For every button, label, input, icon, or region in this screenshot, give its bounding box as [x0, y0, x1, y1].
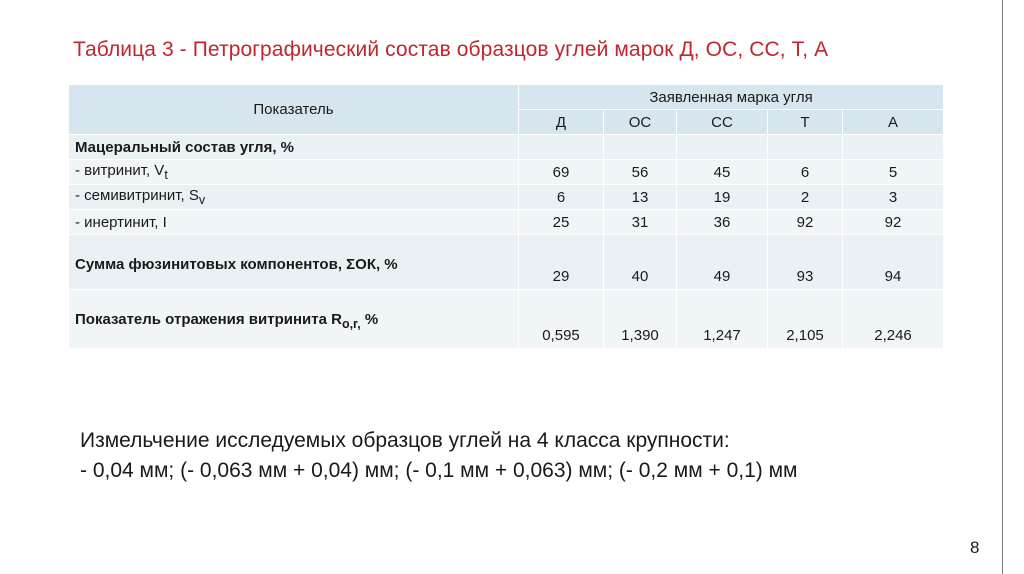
table-cell: 5: [843, 160, 944, 185]
grade-header: ОС: [604, 110, 677, 135]
table-cell: 93: [768, 235, 843, 290]
row-label-reflectance: Показатель отражения витринита $R_{o,r,}$ %: [69, 290, 519, 349]
table-cell: 25: [519, 210, 604, 235]
petrographic-table: [68, 84, 944, 349]
table-cell: 45: [677, 160, 768, 185]
table-row: [69, 235, 944, 290]
table-cell: 1,390: [604, 290, 677, 349]
grade-group-header: Заявленная марка угля: [519, 85, 944, 110]
table-cell: 1,247: [677, 290, 768, 349]
row-label-fusinite-sum: Сумма фюзинитовых компонентов, ΣОК, %: [69, 235, 519, 290]
table-cell: 6: [768, 160, 843, 185]
table-row: [69, 160, 944, 185]
table-cell: 92: [768, 210, 843, 235]
table-row: [69, 210, 944, 235]
table-cell: 92: [843, 210, 944, 235]
grinding-note-line: - 0,04 мм; (- 0,063 мм + 0,04) мм; (- 0,1 мм + 0,063) мм; (- 0,2 мм + 0,1) мм: [80, 459, 798, 482]
slide-right-rule: [1002, 0, 1003, 574]
table-cell: 13: [604, 185, 677, 210]
grade-header: А: [843, 110, 944, 135]
grade-header: Т: [768, 110, 843, 135]
table-cell: 3: [843, 185, 944, 210]
table-row: [69, 290, 944, 349]
grade-header: СС: [677, 110, 768, 135]
table-cell: 49: [677, 235, 768, 290]
table-cell: 2: [768, 185, 843, 210]
table-cell: 56: [604, 160, 677, 185]
table-cell: 40: [604, 235, 677, 290]
row-label-maceral: Мацеральный состав угля, %: [69, 135, 519, 160]
table-cell: 19: [677, 185, 768, 210]
row-label-inertinite: - инертинит, I: [69, 210, 519, 235]
page-title: Таблица 3 - Петрографический состав образцов углей марок Д, ОС, СС, Т, А: [73, 38, 829, 61]
table-row: [69, 135, 944, 160]
grade-header: Д: [519, 110, 604, 135]
table-cell: 29: [519, 235, 604, 290]
row-label-semivitrinite: - семивитринит, $S_v$: [69, 185, 519, 210]
page-number: 8: [970, 538, 980, 557]
table-cell: 2,105: [768, 290, 843, 349]
grinding-note-line: Измельчение исследуемых образцов углей на 4 класса крупности:: [80, 429, 730, 452]
grinding-note: [80, 426, 980, 486]
table-cell: 36: [677, 210, 768, 235]
table-cell: 69: [519, 160, 604, 185]
table-cell: 0,595: [519, 290, 604, 349]
table-cell: 31: [604, 210, 677, 235]
table-cell: 6: [519, 185, 604, 210]
table-cell: 94: [843, 235, 944, 290]
indicator-column-header: Показатель: [69, 85, 519, 135]
table-cell: 2,246: [843, 290, 944, 349]
table-row: [69, 185, 944, 210]
row-label-vitrinite: - витринит, $V_t$: [69, 160, 519, 185]
